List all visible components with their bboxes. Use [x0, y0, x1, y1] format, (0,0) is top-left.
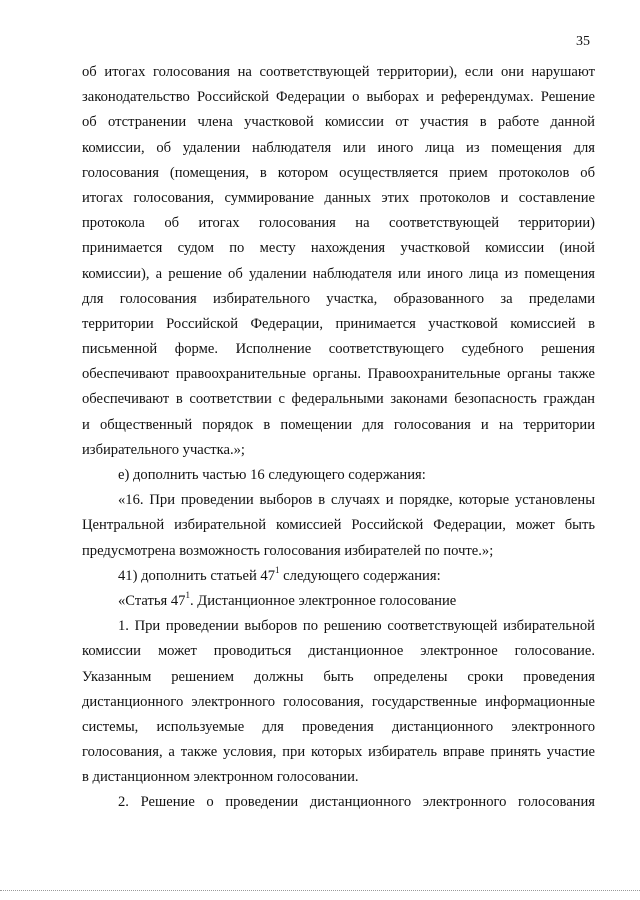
text-line — [82, 589, 595, 614]
document-body — [82, 60, 595, 816]
text-line — [82, 85, 595, 110]
text-line-content: системы, используемые для проведения дистанционного электронного — [82, 718, 595, 735]
text-line-content: и общественный порядок в помещении для голосования и на территории — [82, 416, 595, 433]
text-line — [82, 413, 595, 438]
text-line — [82, 60, 595, 85]
text-line-content: комиссии, об удалении наблюдателя или иного лица из помещения для — [82, 139, 595, 156]
text-line — [82, 262, 595, 287]
text-line-content: протокола об итогах голосования на соответствующей территории) — [82, 215, 595, 232]
text-line-content: избирательного участка.»; — [82, 441, 245, 458]
text-line-content: Указанным решением должны быть определены сроки проведения — [82, 668, 595, 685]
text-line — [82, 740, 595, 765]
text-line-content: «16. При проведении выборов в случаях и порядке, которые установлены — [118, 492, 595, 509]
text-line — [82, 438, 595, 463]
text-line-content: принимается судом по месту нахождения участковой комиссии (иной — [82, 240, 595, 257]
text-line — [82, 136, 595, 161]
text-line — [82, 186, 595, 211]
text-line-content: Центральной избирательной комиссией Российской Федерации, может быть — [82, 517, 595, 534]
superscript-number: 1 — [185, 590, 190, 601]
text-line-content: обеспечивают правоохранительные органы. Правоохранительные органы также — [82, 366, 595, 383]
text-line-content: комиссии может проводиться дистанционное электронное голосование. — [82, 643, 595, 660]
text-line — [82, 539, 595, 564]
text-line — [82, 790, 595, 815]
text-line-content: е) дополнить частью 16 следующего содержания: — [118, 467, 426, 483]
text-line — [82, 337, 595, 362]
page-number: 35 — [576, 34, 590, 49]
text-line — [82, 236, 595, 261]
text-line — [82, 362, 595, 387]
text-line-content: в дистанционном электронном голосовании. — [82, 769, 359, 786]
text-line-content: об итогах голосования на соответствующей территории), если они нарушают — [82, 64, 595, 80]
text-line-content: дистанционного электронного голосования, государственные информационные — [82, 693, 595, 710]
text-line-content: территории Российской Федерации, принимается участковой комиссией в — [82, 315, 595, 332]
text-line-content: предусмотрена возможность голосования избирателей по почте.»; — [82, 542, 494, 559]
text-line — [82, 287, 595, 312]
text-line — [82, 564, 595, 589]
text-line — [82, 715, 595, 740]
text-line — [82, 765, 595, 790]
text-line-content: голосования (помещения, в котором осуществляется прием протоколов об — [82, 164, 595, 181]
text-line-content: 1. При проведении выборов по решению соответствующей избирательной — [118, 618, 595, 635]
text-line — [82, 211, 595, 236]
text-line — [82, 614, 595, 639]
text-line-content: законодательство Российской Федерации о выборах и референдумах. Решение — [82, 89, 595, 106]
superscript-number: 1 — [275, 564, 280, 575]
text-line — [82, 665, 595, 690]
text-line-content: обеспечивают в соответствии с федеральными законами безопасность граждан — [82, 391, 595, 408]
text-line-content: комиссии), а решение об удалении наблюдателя или иного лица из помещения — [82, 265, 595, 282]
text-line-content: 41) дополнить статьей 47 — [118, 567, 276, 584]
text-line — [82, 513, 595, 538]
text-line — [82, 312, 595, 337]
text-line-content: для голосования избирательного участка, образованного за пределами — [82, 290, 595, 307]
text-line — [82, 387, 595, 412]
scan-edge-line — [0, 890, 640, 891]
text-line — [82, 690, 595, 715]
text-line — [82, 463, 595, 488]
text-line-continuation: . Дистанционное электронное голосование — [189, 592, 457, 609]
text-line — [82, 488, 595, 513]
text-line-content: письменной форме. Исполнение соответствующего судебного решения — [82, 341, 595, 358]
text-line — [82, 110, 595, 135]
text-line-continuation: следующего содержания: — [279, 567, 441, 584]
text-line — [82, 161, 595, 186]
text-line-content: «Статья 47 — [118, 592, 186, 609]
text-line-content: об отстранении члена участковой комиссии от участия в работе данной — [82, 114, 595, 131]
text-line — [82, 639, 595, 664]
text-line-content: 2. Решение о проведении дистанционного электронного голосования — [118, 794, 595, 811]
text-line-content: итогах голосования, суммирование данных этих протоколов и составление — [82, 189, 595, 206]
text-line-content: голосования, а также условия, при которых избиратель вправе принять участие — [82, 744, 595, 761]
